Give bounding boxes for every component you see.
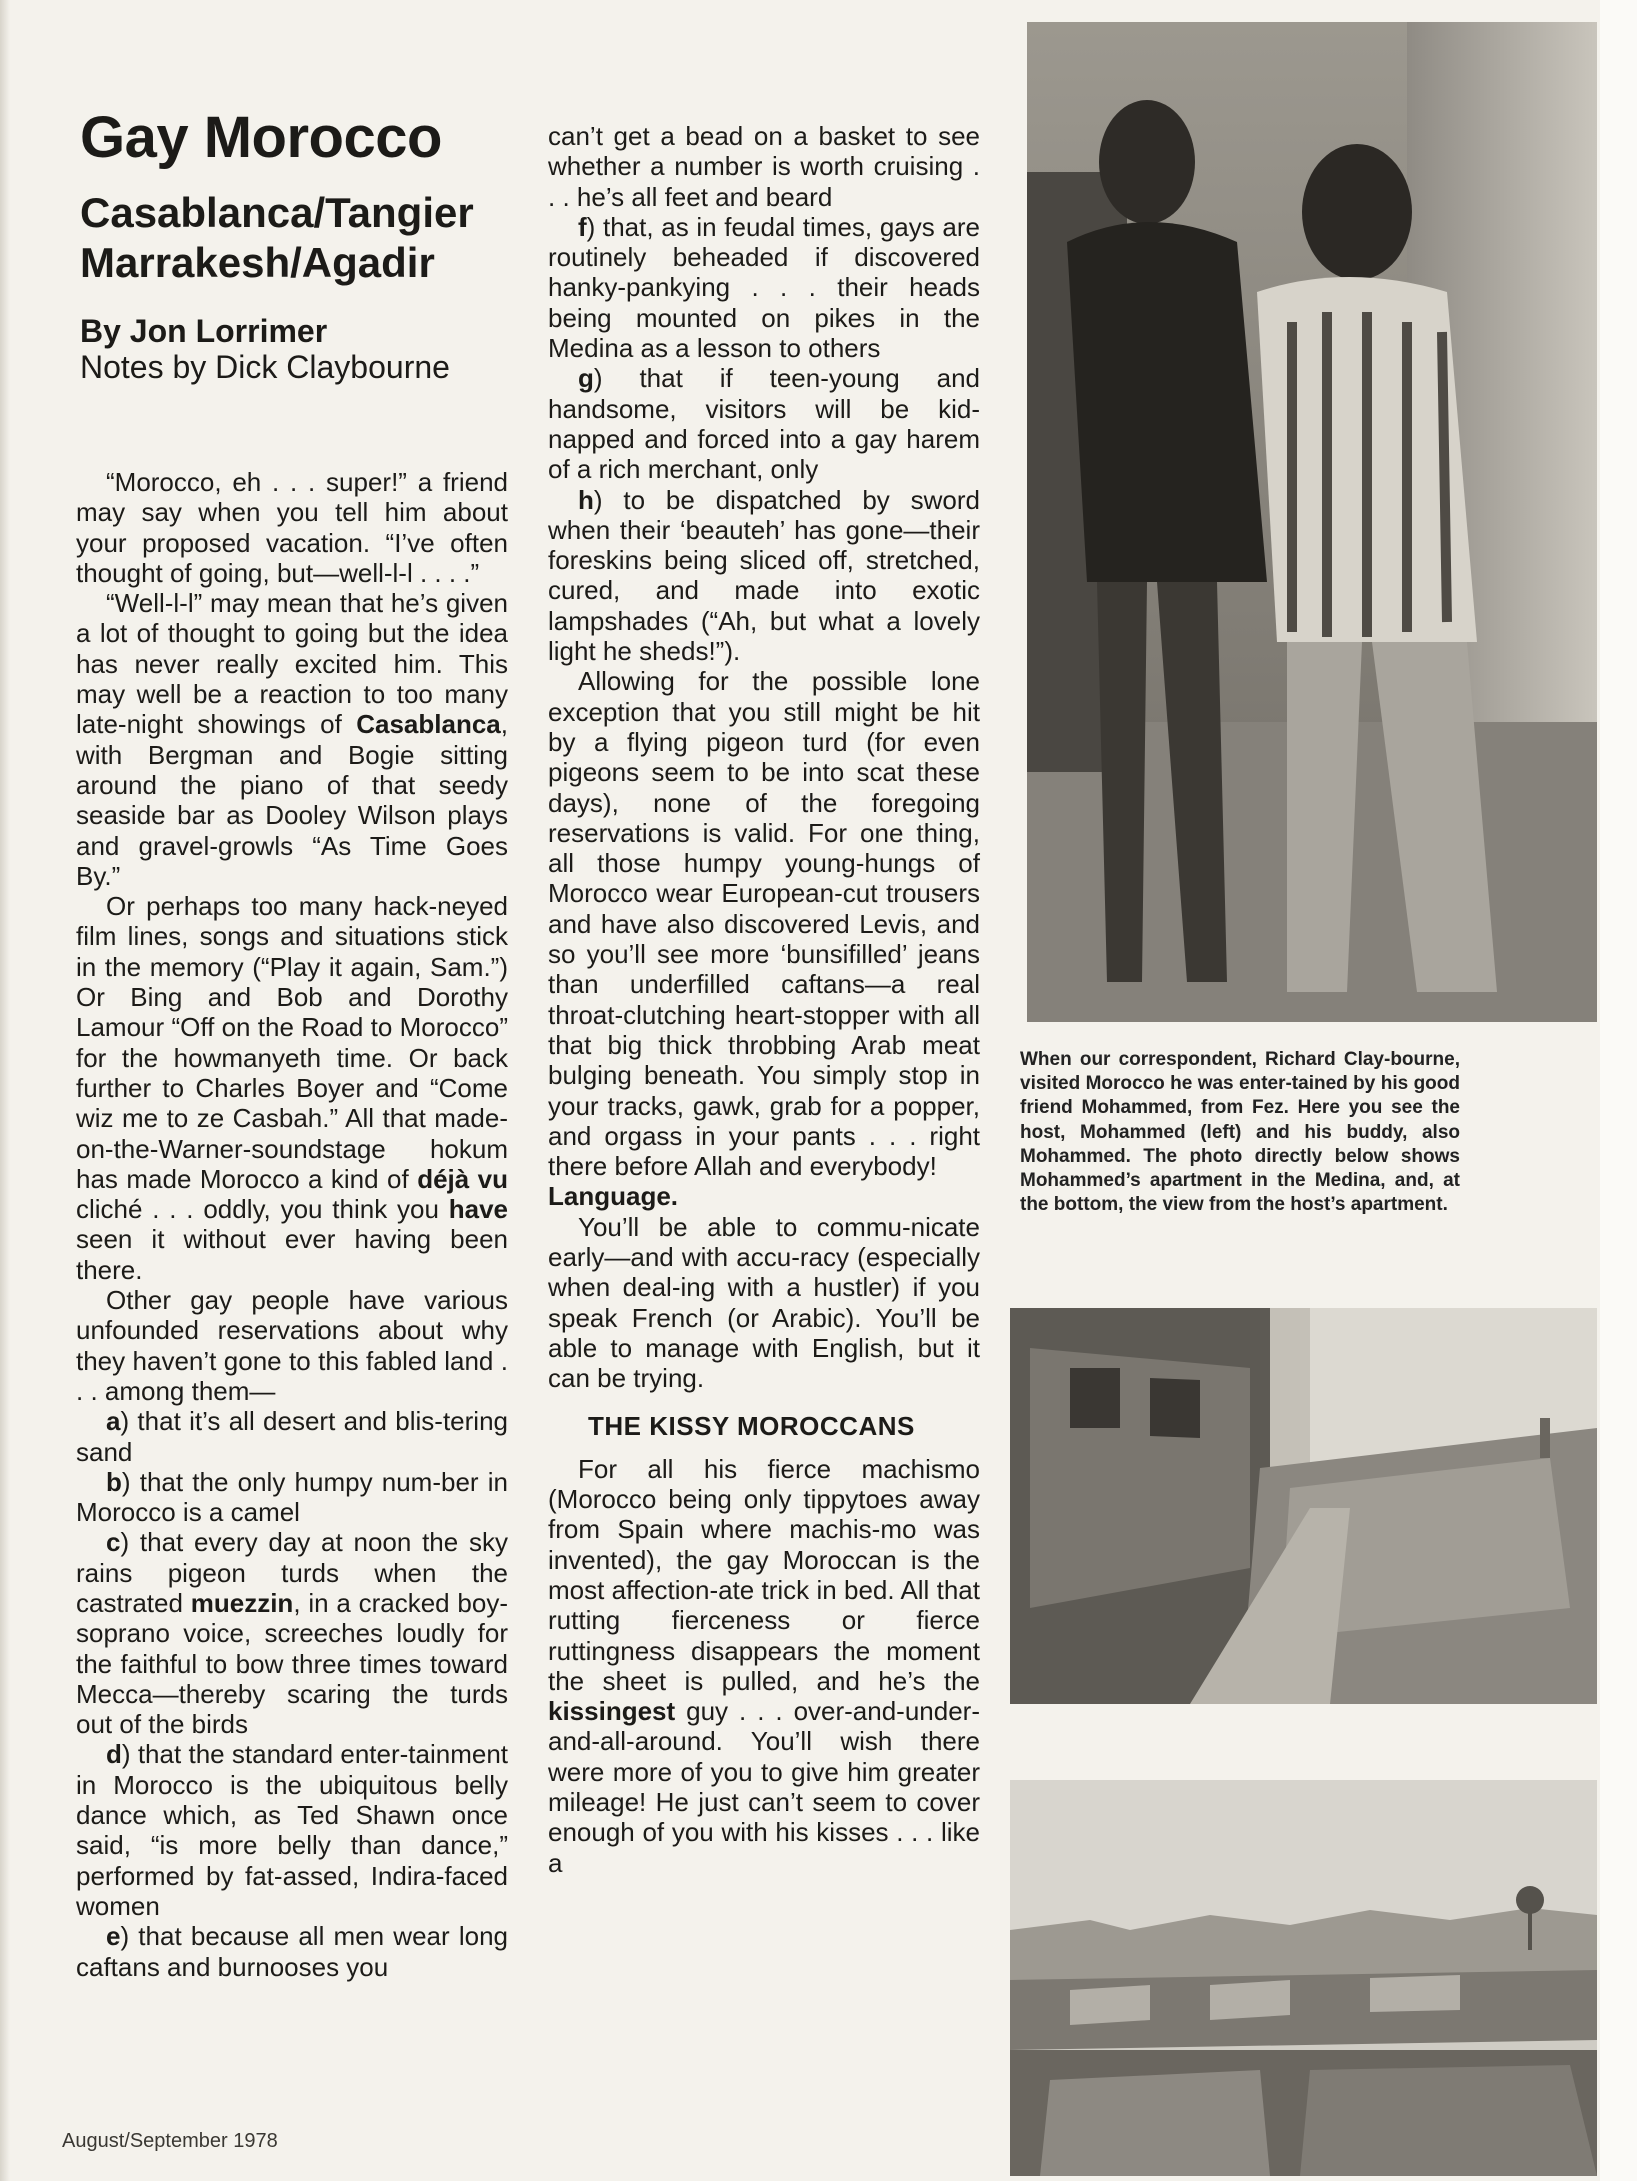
page-margin: [1600, 0, 1637, 2181]
rooftop-view-photo: [1010, 1780, 1597, 2176]
text-run: cliché . . . oddly, you think you: [76, 1194, 449, 1225]
issue-date-footer: August/September 1978: [62, 2130, 278, 2152]
list-item: [548, 212, 980, 363]
text-run: “Well-l-l” may mean that he’s given a lot of thought to going but the idea has never really excited him. This may well be a reaction to too many late-night showings of: [76, 588, 508, 740]
emphasis-text: have: [448, 1194, 508, 1225]
list-marker: b: [106, 1466, 122, 1497]
text-run: , in a cracked boy-soprano voice, screeches loudly for the faithful to bow three times toward Mecca—thereby scaring the turds out of the birds: [76, 1587, 508, 1740]
section-heading-language: Language.: [548, 1181, 679, 1212]
article-subtitle: [80, 188, 520, 287]
emphasis-text: déjà vu: [417, 1163, 509, 1194]
subtitle-line-1: Casablanca/Tangier: [80, 189, 474, 236]
text-run: ) that if teen-young and handsome, visitors will be kid-napped and forced into a gay harem of a rich merchant, only: [548, 363, 980, 485]
text-run: ) that every day at noon the sky rains pigeon turds when the castrated: [76, 1527, 508, 1618]
list-item: [76, 1739, 508, 1921]
section-heading-kissy-moroccans: THE KISSY MOROCCANS: [588, 1411, 915, 1442]
text-run: , with Bergman and Bogie sitting around the piano of that seedy seaside bar as Dooley Wilson plays and gravel-growls “As Time Goes By.”: [76, 709, 508, 891]
list-item: [76, 1921, 508, 1982]
text-run: seen it without ever having been there.: [76, 1224, 508, 1285]
page-binding-edge: [0, 0, 10, 2181]
paragraph: Allowing for the possible lone exception that you still might be hit by a flying pigeon turd (for even pigeons seem to be into scat these days), none of the foregoing reservations is valid. For one thing, all those humpy young-hungs of Morocco wear European-cut trousers and have also discovered Levis, and so you’ll see more ‘bunsifilled’ jeans than underfilled caftans—a real throat-clutching heart-stopper with all that big thick throbbing Arab meat bulging beneath. You simply stop in your tracks, gawk, grab for a popper, and orgass in your pants . . . right there before Allah and everybody!: [548, 666, 980, 1182]
emphasis-text: Casablanca: [356, 709, 501, 740]
notes-credit: Notes by Dick Claybourne: [80, 349, 450, 385]
list-marker: e: [106, 1921, 121, 1952]
list-item: [548, 485, 980, 667]
text-run: ) that the only humpy num-ber in Morocco is a camel: [76, 1466, 508, 1528]
text-run: ) to be dispatched by sword when their ‘beauteh’ has gone—their foreskins being sliced off, stretched, cured, and made into exotic lampshades (“Ah, but what a lovely light he sheds!”).: [548, 484, 980, 667]
portrait-photo: [1027, 22, 1597, 1022]
list-item: [76, 1527, 508, 1739]
list-item: [76, 1406, 508, 1467]
paragraph: “Morocco, eh . . . super!” a friend may say when you tell him about your proposed vacation. “I’ve often thought of going, but—well-l-l . . . .”: [76, 467, 508, 588]
list-marker: a: [106, 1406, 121, 1437]
text-run: ) that, as in feudal times, gays are routinely beheaded if discovered hanky-pankying . . . their heads being mounted on pikes in the Medina as a lesson to others: [548, 211, 980, 364]
paragraph: [76, 891, 508, 1285]
list-marker: f: [578, 211, 587, 242]
article-title: Gay Morocco: [80, 105, 442, 170]
text-run: For all his fierce machismo (Morocco being only tippytoes away from Spain where machis-mo was invented), the gay Moroccan is the most affection-ate trick in bed. All that rutting fierceness or fierce ruttingness disappears the moment the sheet is pulled, and he’s the: [548, 1453, 980, 1696]
article-column-1: [76, 467, 508, 1982]
list-marker: h: [578, 484, 594, 515]
text-run: guy . . . over-and-under-and-all-around. You’ll wish there were more of you to give him greater mileage! He just can’t seem to cover enough of you with his kisses . . . like a: [548, 1696, 980, 1878]
photo-caption: When our correspondent, Richard Clay-bourne, visited Morocco he was enter-tained by his good friend Mohammed, from Fez. Here you see the host, Mohammed (left) and his buddy, also Mohammed. The photo directly below shows Mohammed’s apartment in the Medina, and, at the bottom, the view from the host’s apartment.: [1020, 1049, 1460, 1216]
paragraph: [76, 588, 508, 891]
medina-street-photo: [1010, 1308, 1597, 1704]
paragraph: [548, 1454, 980, 1878]
byline: By Jon Lorrimer: [80, 313, 328, 349]
list-marker: g: [578, 363, 594, 394]
list-item: [548, 363, 980, 484]
list-item: [76, 1467, 508, 1528]
list-marker: d: [106, 1739, 122, 1770]
text-run: ) that the standard enter-tainment in Morocco is the ubiquitous belly dance which, as Ted Shawn once said, “is more belly than dance,” performed by fat-assed, Indira-faced women: [76, 1739, 508, 1921]
article-column-2: [548, 121, 980, 1878]
text-run: ) that because all men wear long caftans and burnooses you: [76, 1921, 508, 1982]
paragraph: You’ll be able to commu-nicate early—and with accu-racy (especially when deal-ing with a hustler) if you speak French (or Arabic). You’ll be able to manage with English, but it can be trying.: [548, 1211, 980, 1394]
emphasis-text: muezzin: [190, 1587, 294, 1618]
text-run: ) that it’s all desert and blis-tering sand: [76, 1406, 508, 1467]
emphasis-text: kissingest: [548, 1696, 676, 1727]
paragraph: Other gay people have various unfounded reservations about why they haven’t gone to this fabled land . . . among them—: [76, 1285, 508, 1406]
paragraph: can’t get a bead on a basket to see whether a number is worth cruising . . . he’s all feet and beard: [548, 121, 980, 212]
text-run: Or perhaps too many hack-neyed film lines, songs and situations stick in the memory (“Play it again, Sam.”) Or Bing and Bob and Dorothy Lamour “Off on the Road to Morocco” for the howmanyeth time. Or back further to Charles Boyer and “Come wiz me to ze Casbah.” All that made-on-the-Warner-soundstage hokum has made Morocco a kind of: [76, 891, 508, 1194]
list-marker: c: [106, 1527, 121, 1558]
subtitle-line-2: Marrakesh/Agadir: [80, 238, 435, 286]
